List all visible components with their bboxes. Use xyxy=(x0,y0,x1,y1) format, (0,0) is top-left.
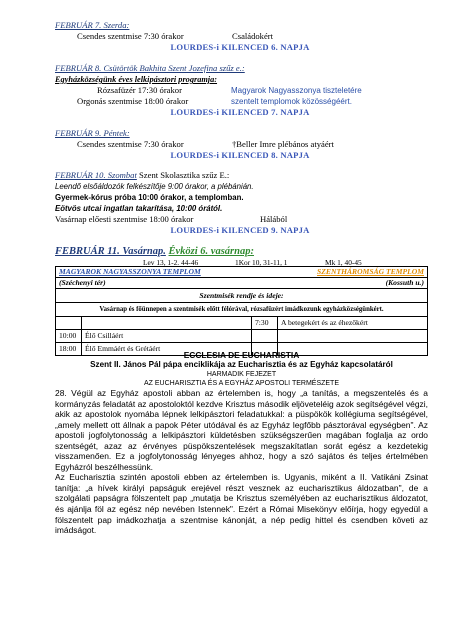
day-date: FEBRUÁR 9. Péntek: xyxy=(55,128,130,138)
day-date: FEBRUÁR 8. Csütörtök Bakhita Szent Jozefina szűz e.: xyxy=(55,63,245,73)
mass-intention: Magyarok Nagyasszonya tiszteletére xyxy=(231,86,362,95)
mass-row xyxy=(55,139,425,150)
street-right: (Kossuth u.) xyxy=(385,278,424,287)
essay-title: ECCLESIA DE EUCHARISTIA xyxy=(183,350,300,360)
paragraph-2: Az Eucharisztia szintén apostoli ebben az értelemben is. Ugyanis, miként a II. Vatikáni Zsinat tanítja: „a hívek királyi papságuk erejével részt vesznek az eucharisztikus áldozatban", de a szolgálati papságra fölszentelt pap „mutatja be Krisztus személyében az eucharisztikus áldozatot, és ajánlja föl az egész nép nevében Istennek". Ezért a Római Misekönyv előírja, hogy egyedül a fölszentelt pap imádkozhatja a szentmise kánonját, a nép pedig hittel és csendben követi az imádságot. xyxy=(55,472,428,536)
mass-intention-left: Élő Emmáért és Grétáért xyxy=(82,343,252,356)
mass-intention: Családokért xyxy=(232,31,274,41)
lourdes-novena: LOURDES-i KILENCED 8. NAPJA xyxy=(170,150,310,160)
chapter-title: AZ EUCHARISZTIA ÉS A EGYHÁZ APOSTOLI TERMÉSZETE xyxy=(143,380,339,387)
mass-time: Csendes szentmise 7:30 órakor xyxy=(77,139,184,149)
mass-intention: Hálából xyxy=(260,214,288,224)
sunday-date: FEBRUÁR 11. Vasárnap. xyxy=(55,246,166,257)
schedule-note: Vasárnap és főünnepen a szentmisék előtt félórával, rózsafüzért imádkozunk egyházközségünkért. xyxy=(99,305,384,313)
mass-time-left: 10:00 xyxy=(56,330,82,343)
lourdes-novena: LOURDES-i KILENCED 9. NAPJA xyxy=(170,225,310,235)
mass-intention-left: Élő Csilláért xyxy=(82,330,252,343)
mass-time: Csendes szentmise 7:30 órakor xyxy=(77,31,184,41)
mass-schedule-row xyxy=(56,317,428,330)
chapter-number: HARMADIK FEJEZET xyxy=(206,371,277,378)
reading-2: 1Kor 10, 31-11, 1 xyxy=(235,258,288,267)
day-date: FEBRUÁR 10. Szombat xyxy=(55,170,137,180)
lourdes-novena: LOURDES-i KILENCED 7. NAPJA xyxy=(170,107,310,117)
mass-time: Orgonás szentmise 18:00 órakor xyxy=(77,96,189,106)
mass-intention-right: A betegekért és az éhezőkért xyxy=(278,317,428,330)
day-feb-7 xyxy=(55,20,425,53)
lourdes-novena: LOURDES-i KILENCED 6. NAPJA xyxy=(170,42,310,52)
reading-3: Mk 1, 40-45 xyxy=(325,258,362,267)
sunday-label: Évközi 6. vasárnap xyxy=(168,246,251,257)
mass-row xyxy=(55,96,425,107)
day-feb-10 xyxy=(55,170,425,236)
sunday-header: FEBRUÁR 11. Vasárnap. Évközi 6. vasárnap: xyxy=(55,246,254,257)
mass-row xyxy=(55,31,425,42)
mass-intention: szentelt templomok közösségéért. xyxy=(231,97,352,106)
church-left: MAGYAROK NAGYASSZONYA TEMPLOM xyxy=(59,267,201,276)
schedule-title: Szentmisék rendje és ideje: xyxy=(199,290,284,300)
reading-1: Lev 13, 1-2. 44-46 xyxy=(143,258,199,267)
church-right: SZENTHÁROMSÁG TEMPLOM xyxy=(317,267,424,276)
day-saint: Szent Skolasztika szűz E.: xyxy=(139,170,230,180)
mass-schedule-row xyxy=(56,330,428,343)
announcement: Gyermek-kórus próba 10:00 órakor, a templomban. xyxy=(55,193,244,202)
day-feb-8 xyxy=(55,63,425,118)
mass-row xyxy=(55,214,425,225)
mass-time-right: 7:30 xyxy=(252,317,278,330)
mass-intention: †Beller Imre plébános atyáért xyxy=(232,139,334,149)
mass-row xyxy=(55,85,425,96)
paragraph-1: 28. Végül az Egyház apostoli abban az értelemben is, hogy „a tanítás, a megszentelés és a kormányzás feladatát az apostoloktól kezdve Krisztus második eljöveteléig azok segítségével végzi, akik az apostolok nyomába lépnek lelkipásztori feladatukkal: a püspökök kollégiuma segítségével, „amely mellett ott állnak a papok Péter utódával és az Egyház legfőbb pásztorával egységben". Az apostoli jogfolytonosság a lelkipásztori küldetésben szükségszerűen magában foglalja az ordo szentségét, azaz az érvényes püspökszentelések megszakítatlan sorát egész a kezdetekig visszamenően. Ez a jogfolytonosság lényeges ahhoz, hogy a szó sajátos és teljes értelmében Egyházról beszélhessünk. xyxy=(55,388,428,472)
mass-time: Rózsafüzér 17:30 órakor xyxy=(97,85,182,95)
day-feb-9 xyxy=(55,128,425,161)
announcement: Eötvös utcai ingatlan takarítása, 10:00 órától. xyxy=(55,204,223,213)
essay-subtitle: Szent II. János Pál pápa enciklikája az Eucharisztia és az Egyház kapcsolatáról xyxy=(90,360,393,369)
encyclical-excerpt xyxy=(55,350,428,536)
day-date: FEBRUÁR 7. Szerda: xyxy=(55,20,130,30)
announcement: Leendő elsőáldozók felkészítője 9:00 órakor, a plébánián. xyxy=(55,182,254,191)
mass-time-left: 18:00 xyxy=(56,343,82,356)
program-note: Egyházközségünk éves lelkipásztori programja: xyxy=(55,75,218,84)
street-left: (Széchenyi tér) xyxy=(59,278,106,287)
sunday-schedule-table xyxy=(55,266,428,356)
mass-time: Vasárnap előesti szentmise 18:00 órakor xyxy=(55,214,194,224)
